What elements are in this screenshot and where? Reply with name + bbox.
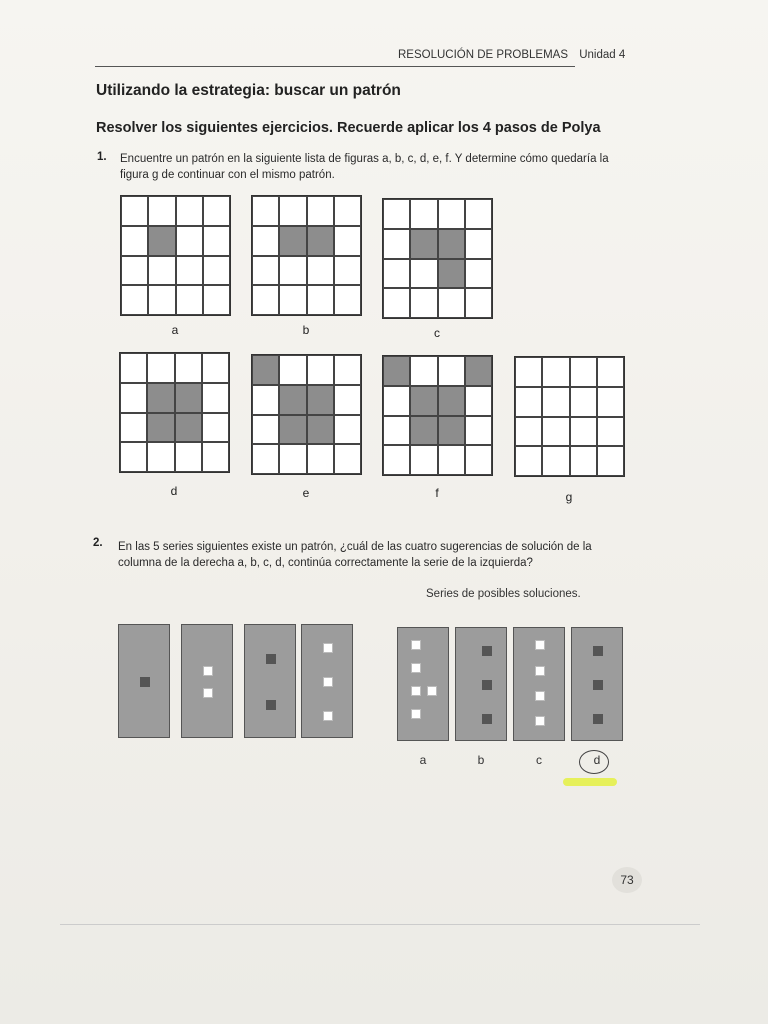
grid-cell bbox=[148, 256, 175, 286]
white-square bbox=[427, 686, 437, 696]
figure-grid-g bbox=[514, 356, 625, 477]
grid-cell bbox=[307, 444, 334, 474]
grid-cell bbox=[383, 259, 410, 289]
grid-cell bbox=[410, 416, 437, 446]
figure-grid-c bbox=[382, 198, 493, 319]
figure-grid-a bbox=[120, 195, 231, 316]
dark-square bbox=[266, 700, 276, 710]
option-label-b: b bbox=[477, 753, 485, 767]
figure-label-b: b bbox=[302, 323, 310, 337]
grid-cell bbox=[597, 357, 624, 387]
series-card-3 bbox=[244, 624, 296, 738]
grid-cell bbox=[334, 256, 361, 286]
grid-cell bbox=[383, 229, 410, 259]
question-2-text: En las 5 series siguientes existe un patrón, ¿cuál de las cuatro sugerencias de solución de la columna de la derecha a, b, c, d, continúa correctamente la serie de la izquierda? bbox=[118, 541, 592, 569]
grid-cell bbox=[334, 196, 361, 226]
dark-square bbox=[140, 677, 150, 687]
option-card-b bbox=[455, 627, 507, 741]
grid-cell bbox=[202, 383, 229, 413]
grid-cell bbox=[175, 383, 202, 413]
grid-cell bbox=[334, 355, 361, 385]
grid-cell bbox=[121, 285, 148, 315]
grid-cell bbox=[279, 226, 306, 256]
grid-cell bbox=[203, 285, 230, 315]
grid-cell bbox=[465, 445, 492, 475]
grid-cell bbox=[252, 355, 279, 385]
grid-cell bbox=[570, 417, 597, 447]
dark-square bbox=[266, 654, 276, 664]
question-2-number: 2. bbox=[93, 537, 103, 549]
figure-label-d: d bbox=[170, 484, 178, 498]
grid-cell bbox=[410, 386, 437, 416]
grid-cell bbox=[438, 445, 465, 475]
grid-cell bbox=[383, 356, 410, 386]
grid-cell bbox=[203, 226, 230, 256]
grid-cell bbox=[279, 415, 306, 445]
grid-cell bbox=[438, 199, 465, 229]
grid-cell bbox=[147, 442, 174, 472]
grid-cell bbox=[465, 416, 492, 446]
grid-cell bbox=[383, 199, 410, 229]
grid-cell bbox=[465, 259, 492, 289]
grid-cell bbox=[465, 386, 492, 416]
grid-cell bbox=[307, 196, 334, 226]
grid-cell bbox=[120, 413, 147, 443]
figure-grid-f bbox=[382, 355, 493, 476]
figure-label-f: f bbox=[435, 486, 439, 500]
grid-cell bbox=[176, 226, 203, 256]
grid-cell bbox=[307, 285, 334, 315]
answer-highlight bbox=[563, 778, 617, 786]
grid-cell bbox=[515, 417, 542, 447]
series-card-4 bbox=[301, 624, 353, 738]
grid-cell bbox=[252, 226, 279, 256]
grid-cell bbox=[515, 446, 542, 476]
grid-cell bbox=[203, 196, 230, 226]
header-unit: Unidad 4 bbox=[579, 49, 626, 61]
grid-cell bbox=[279, 355, 306, 385]
grid-cell bbox=[410, 259, 437, 289]
grid-cell bbox=[203, 256, 230, 286]
grid-cell bbox=[383, 386, 410, 416]
grid-cell bbox=[438, 229, 465, 259]
grid-cell bbox=[121, 226, 148, 256]
dark-square bbox=[593, 714, 603, 724]
white-square bbox=[411, 640, 421, 650]
grid-cell bbox=[121, 256, 148, 286]
grid-cell bbox=[175, 353, 202, 383]
grid-cell bbox=[438, 386, 465, 416]
grid-cell bbox=[148, 285, 175, 315]
grid-cell bbox=[148, 226, 175, 256]
grid-cell bbox=[307, 385, 334, 415]
grid-cell bbox=[465, 199, 492, 229]
grid-cell bbox=[307, 226, 334, 256]
grid-cell bbox=[334, 444, 361, 474]
question-1-text: Encuentre un patrón en la siguiente lista de figuras a, b, c, d, e, f. Y determine cómo quedaría la figura g de continuar con el mismo patrón. bbox=[120, 153, 609, 181]
dark-square bbox=[482, 646, 492, 656]
white-square bbox=[411, 686, 421, 696]
grid-cell bbox=[252, 385, 279, 415]
grid-cell bbox=[120, 383, 147, 413]
white-square bbox=[535, 666, 545, 676]
grid-cell bbox=[334, 415, 361, 445]
grid-cell bbox=[542, 357, 569, 387]
grid-cell bbox=[515, 387, 542, 417]
grid-cell bbox=[279, 444, 306, 474]
grid-cell bbox=[279, 196, 306, 226]
white-square bbox=[411, 663, 421, 673]
dark-square bbox=[482, 714, 492, 724]
dark-square bbox=[593, 680, 603, 690]
grid-cell bbox=[175, 442, 202, 472]
grid-cell bbox=[542, 446, 569, 476]
grid-cell bbox=[570, 357, 597, 387]
grid-cell bbox=[465, 288, 492, 318]
solutions-heading: Series de posibles soluciones. bbox=[426, 588, 581, 600]
question-1-number: 1. bbox=[97, 151, 107, 163]
grid-cell bbox=[252, 285, 279, 315]
grid-cell bbox=[252, 256, 279, 286]
option-card-c bbox=[513, 627, 565, 741]
option-label-c: c bbox=[536, 753, 542, 767]
option-label-d: d bbox=[593, 753, 601, 767]
grid-cell bbox=[597, 417, 624, 447]
white-square bbox=[203, 666, 213, 676]
grid-cell bbox=[252, 415, 279, 445]
grid-cell bbox=[252, 444, 279, 474]
grid-cell bbox=[279, 256, 306, 286]
figure-label-c: c bbox=[434, 326, 440, 340]
option-card-a bbox=[397, 627, 449, 741]
grid-cell bbox=[542, 417, 569, 447]
grid-cell bbox=[176, 196, 203, 226]
option-card-d bbox=[571, 627, 623, 741]
grid-cell bbox=[410, 445, 437, 475]
grid-cell bbox=[597, 387, 624, 417]
grid-cell bbox=[515, 357, 542, 387]
figure-label-e: e bbox=[302, 486, 310, 500]
grid-cell bbox=[383, 445, 410, 475]
grid-cell bbox=[410, 288, 437, 318]
grid-cell bbox=[279, 385, 306, 415]
white-square bbox=[203, 688, 213, 698]
grid-cell bbox=[176, 256, 203, 286]
figure-grid-e bbox=[251, 354, 362, 475]
white-square bbox=[411, 709, 421, 719]
grid-cell bbox=[438, 416, 465, 446]
grid-cell bbox=[410, 229, 437, 259]
grid-cell bbox=[252, 196, 279, 226]
grid-cell bbox=[438, 288, 465, 318]
grid-cell bbox=[570, 387, 597, 417]
header-section: RESOLUCIÓN DE PROBLEMAS bbox=[398, 49, 568, 61]
grid-cell bbox=[148, 196, 175, 226]
grid-cell bbox=[147, 413, 174, 443]
grid-cell bbox=[279, 285, 306, 315]
white-square bbox=[323, 677, 333, 687]
grid-cell bbox=[121, 196, 148, 226]
figure-label-a: a bbox=[171, 323, 179, 337]
grid-cell bbox=[175, 413, 202, 443]
grid-cell bbox=[202, 442, 229, 472]
figure-label-g: g bbox=[565, 490, 573, 504]
white-square bbox=[535, 691, 545, 701]
figure-grid-b bbox=[251, 195, 362, 316]
dark-square bbox=[593, 646, 603, 656]
grid-cell bbox=[438, 259, 465, 289]
grid-cell bbox=[542, 387, 569, 417]
grid-cell bbox=[410, 199, 437, 229]
grid-cell bbox=[120, 353, 147, 383]
running-header bbox=[398, 49, 625, 61]
series-card-1 bbox=[118, 624, 170, 738]
grid-cell bbox=[570, 446, 597, 476]
white-square bbox=[323, 711, 333, 721]
grid-cell bbox=[307, 415, 334, 445]
bottom-rule bbox=[60, 924, 700, 925]
grid-cell bbox=[334, 285, 361, 315]
grid-cell bbox=[383, 288, 410, 318]
page-subtitle: Resolver los siguientes ejercicios. Recuerde aplicar los 4 pasos de Polya bbox=[96, 120, 601, 136]
white-square bbox=[535, 716, 545, 726]
grid-cell bbox=[120, 442, 147, 472]
figure-grid-d bbox=[119, 352, 230, 473]
grid-cell bbox=[147, 383, 174, 413]
grid-cell bbox=[176, 285, 203, 315]
white-square bbox=[323, 643, 333, 653]
grid-cell bbox=[410, 356, 437, 386]
page-number: 73 bbox=[612, 867, 642, 893]
header-rule bbox=[95, 66, 575, 67]
grid-cell bbox=[202, 413, 229, 443]
grid-cell bbox=[438, 356, 465, 386]
grid-cell bbox=[465, 356, 492, 386]
grid-cell bbox=[307, 355, 334, 385]
grid-cell bbox=[202, 353, 229, 383]
option-label-a: a bbox=[419, 753, 427, 767]
answer-circle bbox=[579, 750, 609, 774]
series-card-2 bbox=[181, 624, 233, 738]
grid-cell bbox=[383, 416, 410, 446]
grid-cell bbox=[465, 229, 492, 259]
grid-cell bbox=[334, 385, 361, 415]
grid-cell bbox=[147, 353, 174, 383]
grid-cell bbox=[307, 256, 334, 286]
page-title: Utilizando la estrategia: buscar un patrón bbox=[96, 82, 401, 99]
white-square bbox=[535, 640, 545, 650]
grid-cell bbox=[334, 226, 361, 256]
grid-cell bbox=[597, 446, 624, 476]
dark-square bbox=[482, 680, 492, 690]
